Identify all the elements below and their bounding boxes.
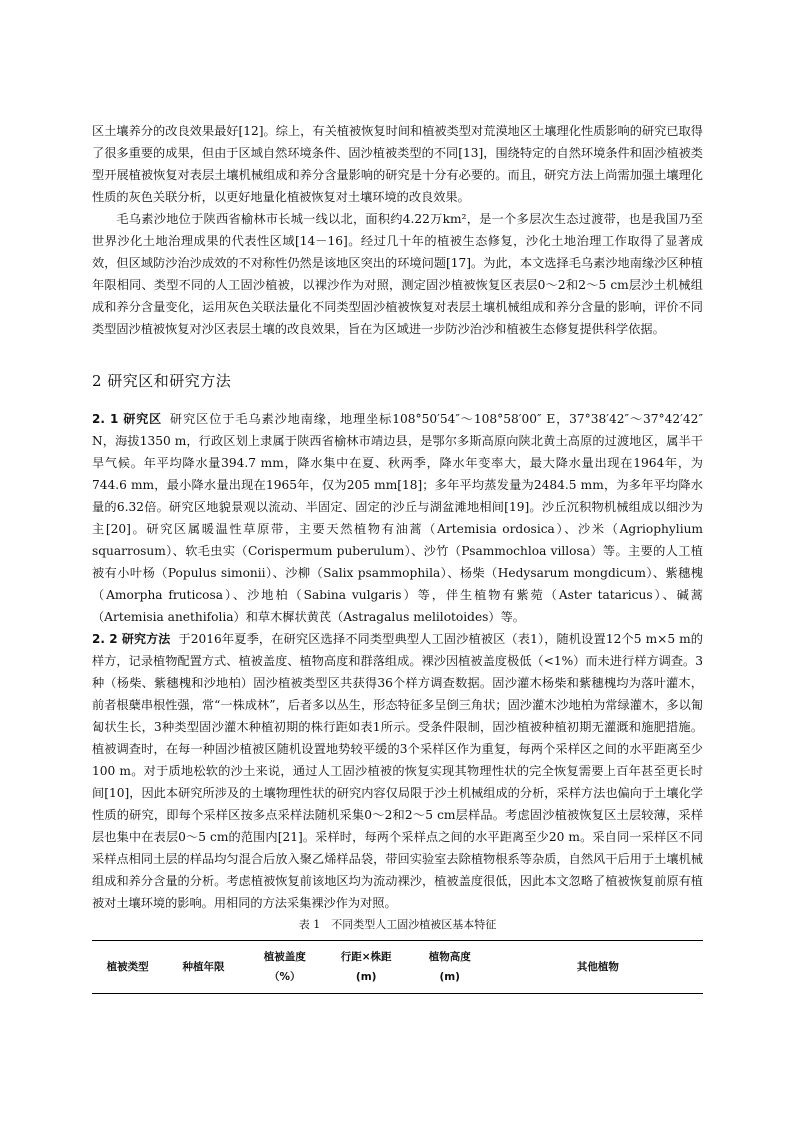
subsection-text: 于2016年夏季，在研究区选择不同类型典型人工固沙植被区（表1），随机设置12个5 m×5 m的样方，记录植物配置方式、植被盖度、植物高度和群落组成。裸沙因植被盖度极低（<1%）而未进行样方调查。3种（杨柴、紫穗槐和沙地柏）固沙植被类型区共获得36个样方调查数据。固沙灌木杨柴和紫穗槐均为落叶灌木，前者根蘖串根性强，常“一株成林”，后者多以丛生，形态特征多呈倒三角状；固沙灌木沙地柏为常绿灌木，多以匍匐状生长，3种类型固沙灌木种植初期的株行距如表1所示。受条件限制，固沙植被种植初期无灌溉和施肥措施。植被调查时，在每一种固沙植被区随机设置地势较平缓的3个采样区作为重复，每两个采样区之间的水平距离至少100 m。对于质地松软的沙土来说，通过人工固沙植被的恢复实现其物理性状的完全恢复需要上百年甚至更长时间[10]，因此本研究所涉及的土壤物理性状的研究内容仅局限于沙土机械组成的分析，采样方法也偏向于土壤化学性质的研究，即每个采样区按多点采样法随机采集0～2和2～5 cm层样品。考虑固沙植被恢复区土层较薄，采样层也集中在表层0～5 cm的范围内[21]。采样时，每两个采样点之间的水平距离至少20 m。采自同一采样区不同采样点相同土层的样品均匀混合后放入聚乙烯样品袋，带回实验室去除植物根系等杂质，自然风干后用于土壤机械组成和养分含量的分析。考虑植被恢复前该地区均为流动裸沙，植被盖度很低，因此本文忽略了植被恢复前原有植被对土壤环境的影响。用相同的方法采集裸沙作为对照。 [92,632,703,910]
table-header-cell: 种植年限 [182,961,225,973]
table-header-cell: 行距×株距 (m) [340,951,392,983]
paper-page [92,120,703,994]
subsection-label: 2. 1 研究区 [92,412,163,426]
table-caption: 表 1 不同类型人工固沙植被区基本特征 [298,918,497,931]
table-header-cell: 植被盖度 （%） [263,951,306,983]
intro-paragraph-2: 毛乌素沙地位于陕西省榆林市长城一线以北，面积约4.22万km²，是一个多层次生态过渡带，也是我国乃至世界沙化土地治理成果的代表性区域[14－16]。经过几十年的植被生态修复，沙化土地治理工作取得了显著成效，但区域防沙治沙成效的不对称性仍然是该地区突出的环境问题[17]。为此，本文选择毛乌素沙地南缘沙区种植年限相同、类型不同的人工固沙植被，以裸沙作为对照，测定固沙植被恢复区表层0～2和2～5 cm层沙土机械组成和养分含量变化，运用灰色关联法量化不同类型固沙植被恢复对表层土壤机械组成和养分含量的影响，评价不同类型固沙植被恢复对沙区表层土壤的改良效果，旨在为区域进一步防沙治沙和植被生态修复提供科学依据。 [92,212,703,336]
subsection-text: 研究区位于毛乌素沙地南缘，地理坐标108°50′54″～108°58′00″ E，37°38′42″～37°42′42″ N，海拔1350 m，行政区划上隶属于陕西省榆林市靖边县，是鄂尔多斯高原向陕北黄土高原的过渡地区，属半干旱气候。年平均降水量394.7 mm，降水集中在夏、秋两季，降水年变率大，最大降水量出现在1964年，为744.6 mm，最小降水量出现在1965年，仅为205 mm[18]；多年平均蒸发量为2484.5 mm，为多年平均降水量的6.32倍。研究区地貌景观以流动、半固定、固定的沙丘与湖盆滩地相间[19]。沙丘沉积物机械组成以细沙为主[20]。研究区属暖温性草原带，主要天然植物有油蒿（Artemisia ordosica）、沙米（Agriophylium squarrosum）、软毛虫实（Corispermum puberulum）、沙竹（Psammochloa villosa）等。主要的人工植被有小叶杨（Populus simonii）、沙柳（Salix psammophila）、杨柴（Hedysarum mongdicum）、紫穗槐（Amorpha fruticosa）、沙地柏（Sabina vulgaris）等，伴生植物有紫菀（Aster tataricus）、碱蒿（Artemisia anethifolia）和草木樨状黄芪（Astragalus melilotoides）等。 [92,412,703,624]
subsection-label: 2. 2 研究方法 [92,632,171,646]
subsection-methods [92,628,703,914]
table-1 [92,940,703,994]
subsection-study-area [92,408,703,628]
table-header-cell: 植被类型 [106,961,149,973]
section-heading: 2 研究区和研究方法 [92,372,232,390]
intro-paragraph-1: 区土壤养分的改良效果最好[12]。综上，有关植被恢复时间和植被类型对荒漠地区土壤理化性质影响的研究已取得了很多重要的成果，但由于区域自然环境条件、固沙植被类型的不同[13]，围绕特定的自然环境条件和固沙植被类型开展植被恢复对表层土壤机械组成和养分含量影响的研究是十分有必要的。而且，研究方法上尚需加强土壤理化性质的灰色关联分析，以更好地量化植被恢复对土壤环境的改良效果。 [92,124,703,204]
table-header-cell: 植物高度 (m) [428,951,471,983]
table-header-row [92,941,703,994]
table-header-cell: 其他植物 [576,961,619,973]
